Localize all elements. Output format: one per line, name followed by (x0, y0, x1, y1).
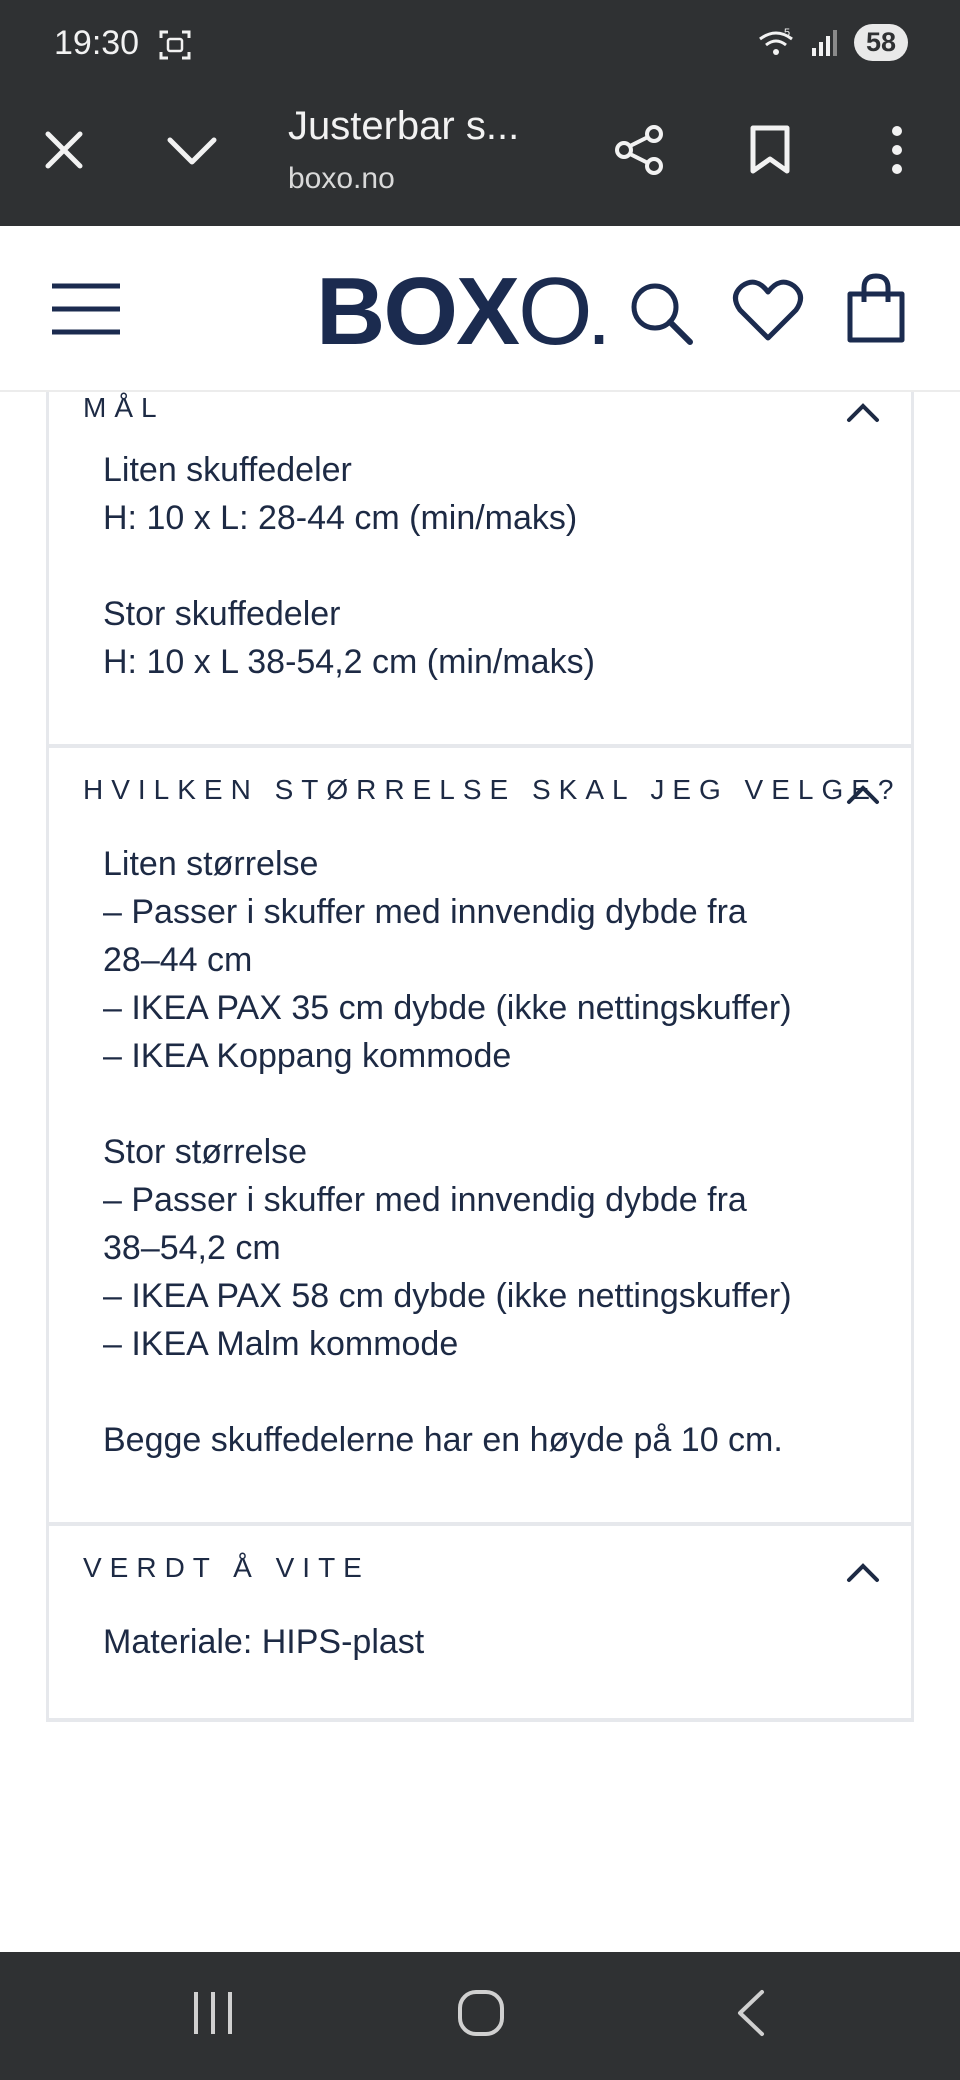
chevron-up-icon[interactable] (845, 1554, 881, 1590)
accordion-header[interactable] (49, 748, 911, 840)
body-line: Stor skuffedeler (103, 595, 341, 633)
body-line: – Passer i skuffer med innvendig dybde fra (103, 893, 747, 931)
screenshot-icon (158, 28, 192, 62)
accordion-body (49, 1618, 911, 1666)
body-paragraph (103, 1618, 871, 1666)
site-header (0, 226, 960, 392)
body-paragraph (103, 840, 871, 1080)
bookmark-icon[interactable] (748, 124, 792, 176)
tab-url[interactable]: boxo.no (288, 162, 395, 195)
chevron-up-icon[interactable] (845, 394, 881, 430)
accordion-section (49, 392, 911, 748)
body-paragraph (103, 1416, 871, 1464)
body-line: 28–44 cm (103, 941, 253, 979)
body-line: H: 10 x L: 28-44 cm (min/maks) (103, 499, 578, 537)
accordion-title: HVILKEN STØRRELSE SKAL JEG VELGE? (83, 774, 902, 805)
body-line: – Passer i skuffer med innvendig dybde fra (103, 1181, 747, 1219)
body-line: Materiale: HIPS-plast (103, 1623, 425, 1661)
bag-icon[interactable] (844, 272, 908, 344)
close-icon[interactable] (42, 128, 86, 172)
status-time: 19:30 (54, 24, 140, 62)
logo-bold: BOX (316, 258, 519, 365)
home-icon[interactable] (456, 1988, 506, 2038)
status-indicators (756, 24, 908, 61)
signal-icon (810, 28, 840, 58)
accordion-title: VERDT Å VITE (83, 1552, 370, 1583)
accordion-body (49, 840, 911, 1464)
accordion-title: MÅL (83, 392, 165, 423)
body-paragraph (103, 590, 871, 686)
menu-icon[interactable] (50, 282, 122, 336)
share-icon[interactable] (614, 124, 666, 176)
body-line: – IKEA PAX 58 cm dybde (ikke nettingskuffer) (103, 1277, 792, 1315)
network-label: 5 (783, 26, 791, 39)
browser-chrome (0, 0, 960, 226)
logo-last-letter: O (518, 258, 591, 365)
more-vert-icon[interactable] (882, 124, 912, 176)
body-line: Liten skuffedeler (103, 451, 352, 489)
body-line: – IKEA PAX 35 cm dybde (ikke nettingskuffer) (103, 989, 792, 1027)
product-details-accordion (46, 392, 914, 1722)
tab-title[interactable]: Justerbar s... (288, 104, 520, 148)
battery-level: 58 (854, 24, 908, 61)
body-paragraph (103, 1128, 871, 1368)
recents-icon[interactable] (190, 1988, 236, 2038)
body-line: H: 10 x L 38-54,2 cm (min/maks) (103, 643, 595, 681)
body-line: Liten størrelse (103, 845, 319, 883)
body-line: Begge skuffedelerne har en høyde på 10 cm. (103, 1421, 783, 1459)
body-line: Stor størrelse (103, 1133, 308, 1171)
system-nav-bar (0, 1952, 960, 2080)
accordion-header[interactable] (49, 1526, 911, 1618)
back-icon[interactable] (732, 1988, 768, 2038)
body-line: 38–54,2 cm (103, 1229, 281, 1267)
accordion-section (49, 748, 911, 1526)
body-line: – IKEA Koppang kommode (103, 1037, 512, 1075)
chevron-up-icon[interactable] (845, 776, 881, 812)
accordion-body (49, 446, 911, 686)
boxo-logo[interactable] (316, 258, 606, 365)
accordion-section (49, 1526, 911, 1666)
chevron-down-icon[interactable] (166, 130, 218, 170)
logo-dot: . (590, 290, 606, 357)
accordion-header[interactable] (49, 392, 911, 446)
body-line: – IKEA Malm kommode (103, 1325, 459, 1363)
heart-icon[interactable] (732, 278, 804, 344)
wifi-icon (756, 27, 796, 59)
body-paragraph (103, 446, 871, 542)
search-icon[interactable] (628, 280, 694, 346)
